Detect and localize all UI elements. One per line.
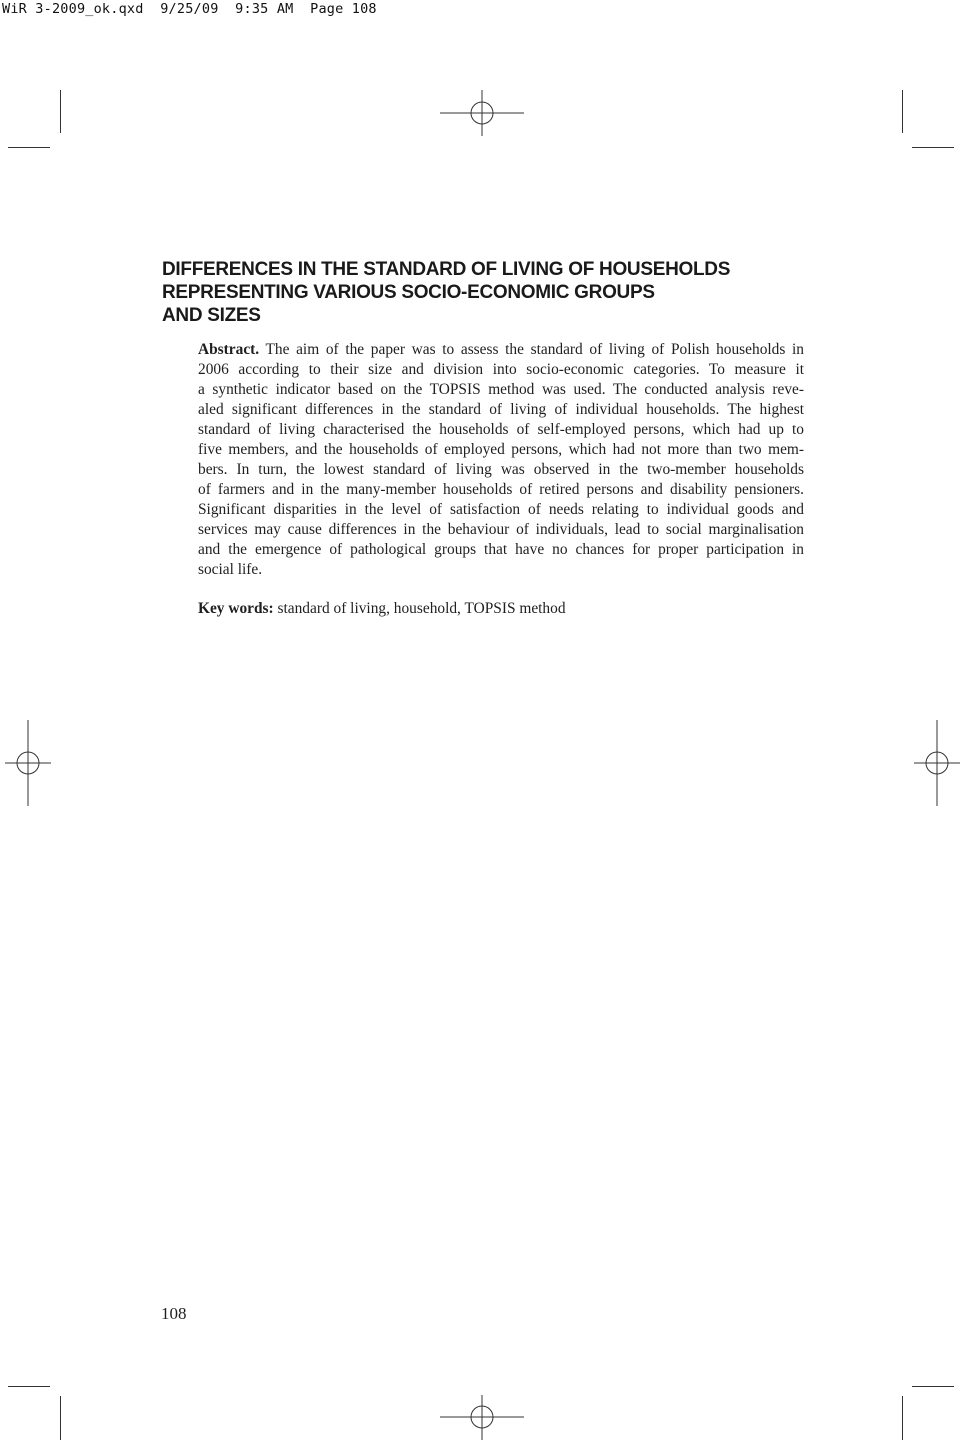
keywords-label: Key words: xyxy=(198,600,274,617)
abstract-line: services may cause differences in the behaviour of individuals, lead to social marginalisation xyxy=(198,521,804,538)
abstract-label: Abstract. xyxy=(198,341,260,358)
title-line: REPRESENTING VARIOUS SOCIO-ECONOMIC GROUPS xyxy=(162,282,655,303)
page-number: 108 xyxy=(161,1304,187,1323)
abstract-line: five members, and the households of employed persons, which had not more than two mem- xyxy=(198,441,804,458)
abstract-line: bers. In turn, the lowest standard of living was observed in the two-member households xyxy=(198,461,804,478)
keywords-text: standard of living, household, TOPSIS method xyxy=(273,600,566,617)
keywords xyxy=(198,599,566,619)
title-line: AND SIZES xyxy=(162,305,261,326)
abstract-line: 2006 according to their size and division into socio-economic categories. To measure it xyxy=(198,361,804,378)
abstract-line: standard of living characterised the households of self-employed persons, which had up to xyxy=(198,421,804,438)
abstract-line xyxy=(198,340,804,360)
abstract-line: social life. xyxy=(198,561,263,578)
abstract xyxy=(198,340,804,580)
registration-target-right xyxy=(914,720,960,806)
abstract-line: Significant disparities in the level of satisfaction of needs relating to individual goods and xyxy=(198,501,804,518)
registration-target-top xyxy=(440,90,524,136)
abstract-line: aled significant differences in the standard of living of individual households. The highest xyxy=(198,401,804,418)
registration-target-left xyxy=(5,720,51,806)
abstract-line-text: The aim of the paper was to assess the standard of living of Polish households in xyxy=(259,341,804,358)
registration-target-bottom xyxy=(440,1395,524,1440)
abstract-line: and the emergence of pathological groups that have no chances for proper participation in xyxy=(198,541,804,558)
print-slug: WiR 3-2009_ok.qxd 9/25/09 9:35 AM Page 108 xyxy=(2,1,377,17)
paper-title xyxy=(162,258,822,327)
title-line: DIFFERENCES IN THE STANDARD OF LIVING OF HOUSEHOLDS xyxy=(162,259,731,280)
abstract-line: a synthetic indicator based on the TOPSIS method was used. The conducted analysis reve- xyxy=(198,381,804,398)
abstract-line: of farmers and in the many-member households of retired persons and disability pensioners. xyxy=(198,481,804,498)
